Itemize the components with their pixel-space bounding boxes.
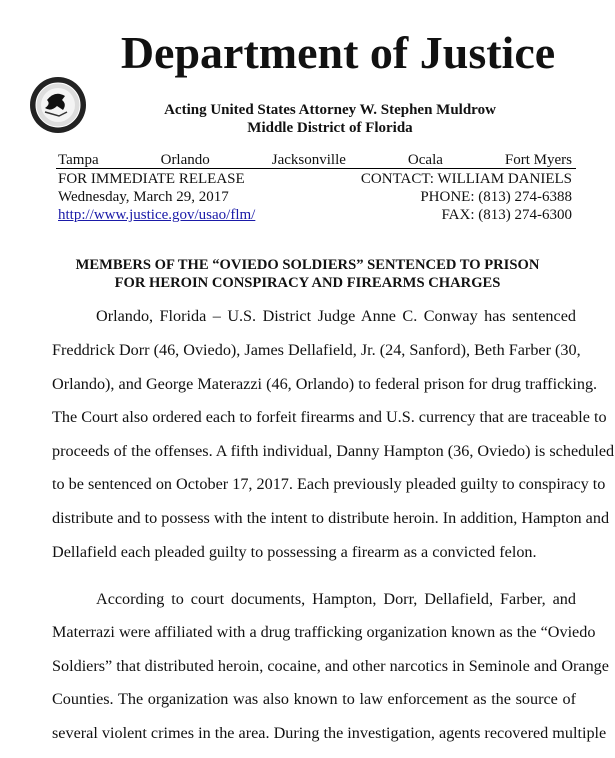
release-row-1: [56, 171, 576, 188]
release-status: FOR IMMEDIATE RELEASE: [58, 171, 245, 187]
body-line: distribute and to possess with the intent to distribute heroin. In addition, Hampton and: [52, 509, 610, 527]
body-line: Dellafield each pleaded guilty to possessing a firearm as a convicted felon.: [52, 543, 537, 561]
doj-seal-icon: [29, 76, 87, 134]
headline-line: FOR HEROIN CONSPIRACY AND FIREARMS CHARGES: [114, 275, 501, 291]
body-line: several violent crimes in the area. During the investigation, agents recovered multiple: [52, 724, 607, 742]
contact-fax: FAX: (813) 274-6300: [441, 207, 572, 223]
body-line: to be sentenced on October 17, 2017. Each previously pleaded guilty to conspiracy to: [52, 475, 606, 493]
body-line: Materrazi were affiliated with a drug trafficking organization known as the “Oviedo: [52, 623, 596, 641]
body-line: According to court documents, Hampton, Dorr, Dellafield, Farber, and: [96, 590, 576, 608]
city: Tampa: [58, 152, 99, 168]
district-name: Middle District of Florida: [247, 120, 413, 136]
body-line: The Court also ordered each to forfeit firearms and U.S. currency that are traceable to: [52, 408, 607, 426]
usao-link[interactable]: http://www.justice.gov/usao/flm/: [58, 207, 256, 223]
body-line: Orlando), and George Materazzi (46, Orlando) to federal prison for drug trafficking.: [52, 375, 598, 393]
city: Ocala: [407, 152, 443, 168]
contact-phone: PHONE: (813) 274-6388: [420, 189, 572, 205]
body-line: Counties. The organization was also known to law enforcement as the source of: [52, 690, 576, 708]
body-line: Freddrick Dorr (46, Oviedo), James Dellafield, Jr. (24, Sanford), Beth Farber (30,: [52, 341, 581, 359]
body-line: Soldiers” that distributed heroin, cocaine, and other narcotics in Seminole and Orange: [52, 657, 609, 675]
release-date: Wednesday, March 29, 2017: [58, 189, 229, 205]
attorney-name: Acting United States Attorney W. Stephen Muldrow: [164, 102, 496, 118]
city: Fort Myers: [504, 152, 572, 168]
headline-line: MEMBERS OF THE “OVIEDO SOLDIERS” SENTENCED TO PRISON: [75, 257, 540, 273]
contact-name: CONTACT: WILLIAM DANIELS: [360, 171, 572, 187]
city: Jacksonville: [271, 152, 346, 168]
department-of-justice-title: Department of Justice: [120, 27, 556, 78]
release-row-3: [56, 207, 576, 224]
body-line: proceeds of the offenses. A fifth individual, Danny Hampton (36, Oviedo) is scheduled: [52, 442, 615, 460]
release-row-2: [56, 189, 576, 206]
city: Orlando: [160, 152, 210, 168]
office-cities: [56, 152, 576, 169]
body-line: Orlando, Florida – U.S. District Judge Anne C. Conway has sentenced: [96, 307, 576, 325]
